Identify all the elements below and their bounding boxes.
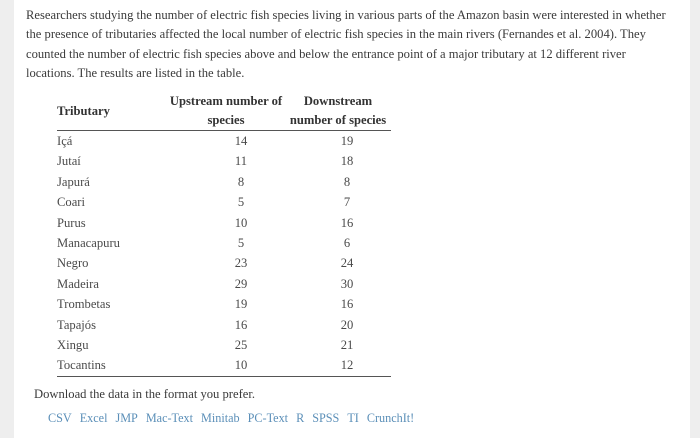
format-link-excel[interactable]: Excel [79,411,108,425]
cell-upstream: 5 [237,195,245,210]
cell-downstream: 6 [343,236,351,251]
cell-downstream: 7 [343,195,351,210]
cell-tributary: Jutaí [57,154,81,169]
table-row [57,335,391,355]
cell-tributary: Trombetas [57,297,111,312]
cell-upstream: 11 [234,154,248,169]
cell-upstream: 19 [234,297,248,312]
header-upstream: Upstream number of species [169,94,283,127]
cell-tributary: Madeira [57,276,99,291]
cell-upstream: 5 [237,236,245,251]
table-row [57,294,391,314]
table-row [57,315,391,335]
cell-upstream: 10 [234,358,248,373]
cell-downstream: 16 [340,297,354,312]
format-link-mac-text[interactable]: Mac-Text [145,411,194,425]
cell-tributary: Tapajós [57,317,96,332]
format-link-spss[interactable]: SPSS [312,411,340,425]
cell-downstream: 16 [340,215,354,230]
cell-downstream: 8 [343,174,351,189]
cell-downstream: 24 [340,256,354,271]
cell-downstream: 30 [340,276,354,291]
cell-upstream: 16 [234,317,248,332]
table-row [57,131,391,152]
cell-downstream: 18 [340,154,354,169]
table-row [57,192,391,212]
cell-downstream: 21 [340,338,354,353]
header-downstream: Downstream number of species [289,94,387,127]
table-row [57,213,391,233]
table-row [57,233,391,253]
cell-tributary: Coari [57,195,85,210]
format-link-crunchit[interactable]: CrunchIt! [366,411,415,425]
format-link-jmp[interactable]: JMP [115,411,138,425]
table-body [57,131,391,377]
cell-tributary: Içá [57,134,73,148]
cell-tributary: Tocantins [57,358,106,373]
intro-paragraph: Researchers studying the number of electric fish species living in various parts of the Amazon basin were interested in whether the presence of tributaries affected the local number of electric fish species in the main rivers (Fernandes et al. 2004). They counted the number of electric fish species above and below the entrance point of a major tributary at 12 different river locations. The results are listed in the table. [26,8,666,81]
species-table [57,92,391,377]
table-row [57,274,391,294]
cell-upstream: 10 [234,215,248,230]
table-row [57,355,391,376]
format-link-r[interactable]: R [296,411,305,425]
table-row [57,151,391,171]
format-link-csv[interactable]: CSV [48,411,72,425]
header-tributary: Tributary [57,103,110,118]
cell-upstream: 29 [234,276,248,291]
cell-downstream: 20 [340,317,354,332]
format-links [48,411,422,426]
download-note: Download the data in the format you prefer. [34,387,256,401]
table-row [57,253,391,273]
cell-tributary: Negro [57,256,89,271]
table-header-row [57,92,391,131]
cell-upstream: 23 [234,256,248,271]
cell-upstream: 14 [234,134,248,148]
cell-tributary: Japurá [57,174,90,189]
format-link-pc-text[interactable]: PC-Text [247,411,289,425]
cell-tributary: Xingu [57,338,89,353]
cell-tributary: Purus [57,215,86,230]
cell-tributary: Manacapuru [57,236,120,251]
cell-upstream: 25 [234,338,248,353]
format-link-minitab[interactable]: Minitab [201,411,240,425]
format-link-ti[interactable]: TI [347,411,359,425]
cell-downstream: 19 [340,134,354,148]
cell-downstream: 12 [340,358,354,373]
cell-upstream: 8 [237,174,245,189]
table-row [57,172,391,192]
